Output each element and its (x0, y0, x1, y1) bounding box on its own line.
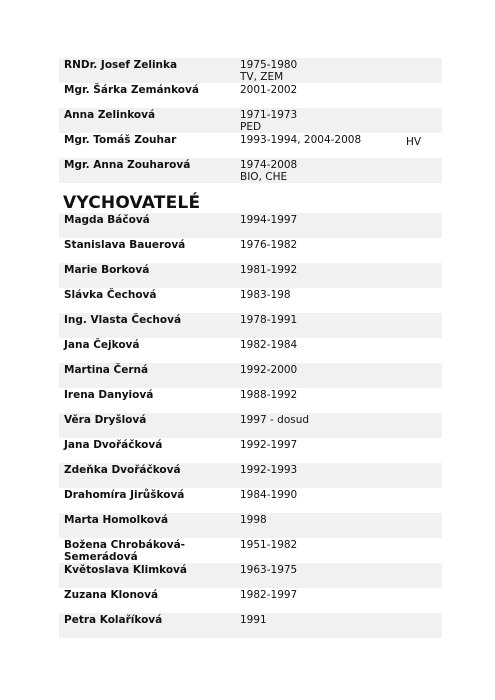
person-name: Jana Čejková (64, 339, 140, 351)
years-text: 1993-1994, 2004-2008 (240, 134, 362, 146)
subjects-text: BIO, CHE (240, 171, 288, 183)
person-name: Martina Černá (64, 364, 149, 376)
list-item (59, 108, 442, 133)
list-item (59, 413, 442, 438)
list-item (59, 588, 442, 613)
list-item (59, 513, 442, 538)
educators-list (59, 213, 442, 638)
person-name: Věra Dryšlová (64, 414, 147, 426)
person-name: Slávka Čechová (64, 289, 157, 301)
person-name: Jana Dvořáčková (64, 439, 163, 451)
years-text: 1975-1980 (240, 59, 298, 71)
list-item (59, 388, 442, 413)
person-years (240, 84, 405, 96)
list-item (59, 133, 442, 158)
person-years: 1983-198 (240, 289, 291, 301)
person-years: 1992-1997 (240, 439, 298, 451)
list-item (59, 213, 442, 238)
list-item (59, 438, 442, 463)
person-years (240, 134, 405, 146)
person-years (240, 109, 405, 133)
teachers-list (59, 58, 442, 183)
person-name: Irena Danyiová (64, 389, 154, 401)
subjects-text: PED (240, 121, 262, 133)
person-years: 1978-1991 (240, 314, 298, 326)
list-item (59, 538, 442, 563)
person-years: 1992-1993 (240, 464, 298, 476)
person-years: 1981-1992 (240, 264, 298, 276)
list-item (59, 58, 442, 83)
years-text: 1974-2008 (240, 159, 298, 171)
section-heading: VYCHOVATELÉ (63, 193, 201, 213)
person-name: Mgr. Šárka Zemánková (64, 84, 199, 96)
person-years: 1982-1997 (240, 589, 298, 601)
person-years: 1988-1992 (240, 389, 298, 401)
list-item (59, 563, 442, 588)
person-name: Marta Homolková (64, 514, 169, 526)
person-name: Petra Kolaříková (64, 614, 163, 626)
list-item (59, 83, 442, 108)
person-years: 1997 - dosud (240, 414, 310, 426)
person-name: Zdeňka Dvořáčková (64, 464, 181, 476)
person-years: 1994-1997 (240, 214, 298, 226)
person-name: Drahomíra Jirůšková (64, 489, 185, 501)
person-years: 1976-1982 (240, 239, 298, 251)
list-item (59, 338, 442, 363)
person-years: 1982-1984 (240, 339, 298, 351)
person-name: Magda Báčová (64, 214, 150, 226)
person-years (240, 59, 405, 83)
list-item (59, 313, 442, 338)
list-item (59, 613, 442, 638)
person-name: Marie Borková (64, 264, 150, 276)
person-years: 1992-2000 (240, 364, 298, 376)
list-item (59, 288, 442, 313)
list-item (59, 263, 442, 288)
list-item (59, 238, 442, 263)
subjects-text: TV, ZEM (240, 71, 284, 83)
person-name: Mgr. Anna Zouharová (64, 159, 191, 171)
years-text: 1971-1973 (240, 109, 298, 121)
person-years: 1951-1982 (240, 539, 298, 551)
person-years: 1991 (240, 614, 267, 626)
years-text: 2001-2002 (240, 84, 298, 96)
person-name: Mgr. Tomáš Zouhar (64, 134, 177, 146)
person-name: Zuzana Klonová (64, 589, 159, 601)
list-item (59, 158, 442, 183)
person-name: Stanislava Bauerová (64, 239, 186, 251)
person-years: 1998 (240, 514, 267, 526)
person-years: 1984-1990 (240, 489, 298, 501)
list-item (59, 488, 442, 513)
list-item (59, 463, 442, 488)
person-years (240, 159, 405, 183)
subject-extra: HV (406, 136, 422, 148)
person-name: RNDr. Josef Zelinka (64, 59, 178, 71)
person-years: 1963-1975 (240, 564, 298, 576)
person-name: Božena Chrobáková-Semerádová (64, 539, 186, 563)
person-name: Květoslava Klimková (64, 564, 187, 576)
person-name: Ing. Vlasta Čechová (64, 314, 182, 326)
list-item (59, 363, 442, 388)
person-name: Anna Zelinková (64, 109, 156, 121)
